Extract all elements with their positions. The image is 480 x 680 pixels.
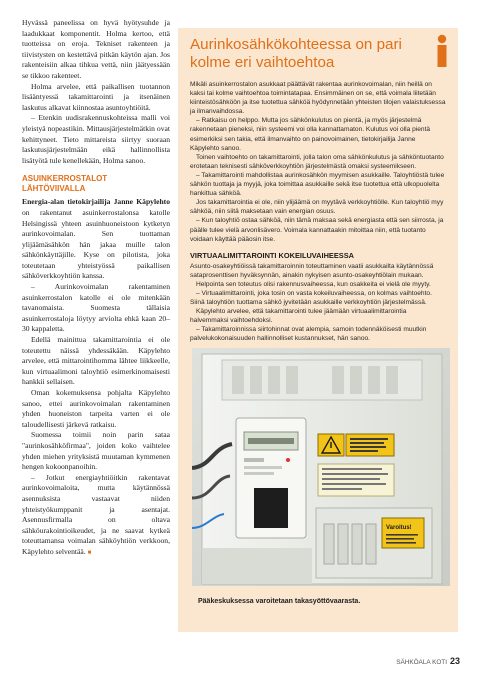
section-subheading: ASUINKERROSTALOT LÄHTÖVIIVALLA — [22, 174, 108, 194]
info-subheading: VIRTUAALIMITTAROINTI KOKEILUVAIHEESSA — [190, 250, 354, 260]
body-paragraph — [22, 473, 170, 559]
article-left-column — [22, 18, 170, 559]
info-paragraph: – Ratkaisu on helppo. Mutta jos sähkönkulutus on pientä, ja myös järjestelmä rakennetaan pieneksi, niin systeemi voi olla kannattamaton. Kulutus voi olla pientä esimerkiksi sen takia, että ilmanvaihto on painovoimainen, tietokirjailija Janne Käpylehto sanoo. — [190, 117, 431, 152]
body-paragraph: – Aurinkovoimalan rakentaminen asuinkerrostalon katolle ei ole mitenkään tavanomaista. Suomesta tällaisia asuinkerrostaloja löytyy arviolta ehkä kaan 20–30 kappaletta. — [22, 282, 170, 334]
body-paragraph: – Etenkin uudisrakennuskohteissa malli voi yleistyä nopeastikin. Mittausjärjestelmätkin ovat kehittyneet. Tieto mittareista siirtyy suoraan laskutusjärjestelmään eikä hallinnollista lisätyötä tule kenellekään, Holma sanoo. — [22, 113, 170, 165]
body-paragraph: Edellä mainittua takamittarointia ei ole toteutettu näissä yhdessäkään. Käpylehto arvelee, että mittarointihomma lähtee liikkeelle, kun virtuaalimoni taloyhtiö esimerkinomaisesti hankkii sellaisen. — [22, 335, 170, 387]
info-icon — [430, 34, 454, 68]
info-paragraph: Mikäli asuinkerrostalon asukkaat päättävät rakentaa aurinkovoimalan, niin heillä on kaksi tai kolme vaihtoehtoa toimintatapaa. Ensimmäinen on se, että voimala liitetään kiinteistösähköön ja itse tuotettua sähköä hyödynnetään yhteisten tilojen valaistuksessa ja ilmanvaihdossa. — [190, 81, 446, 116]
info-paragraph: Toinen vaihtoehto on takamittarointi, jolla talon oma sähkönkulutus ja sähköntuotanto erotetaan teknisesti sähköverkkoyhtiön järjestelmästä omaksi systeemikseen. — [190, 153, 444, 170]
info-paragraph: – Takamittaroinnissa siirtohinnat ovat alempia, samoin todennäköisesti muutkin palvelukokonaisuuden hallinnolliset kustannukset, hän sanoo. — [190, 326, 427, 343]
end-mark: ■ — [87, 549, 92, 556]
body-paragraph: Suomessa toimii noin parin sataa "aurinkosähköfirmaa", joiden koko vaihtelee yhden miehen yrityksistä muutaman kymmenen hengen kokoonpanoihin. — [22, 430, 170, 472]
body-paragraph: Oman kokemuksensa pohjalta Käpylehto sanoo, ettei aurinkovoimalan rakentaminen yhden huoneiston tarpeita varten ei ole taloudellisesti järkevä ratkaisu. — [22, 388, 170, 429]
info-box-body — [190, 80, 446, 344]
warning-label-text: Varoitus! — [386, 525, 412, 531]
lead-bold-text: Energia-alan tietokirjailija Janne Käpylehto — [22, 197, 170, 207]
info-paragraph: – Kun taloyhtiö ostaa sähköä, niin tämä maksaa sekä energiasta että sen siirrosta, ja päälle tulee vielä arvonlisävero. Voimala kannattaakin mitoittaa niin, että tuotanto voidaan käyttää pääosin itse. — [190, 217, 444, 243]
magazine-name: SÄHKÖALA KOTI — [396, 659, 447, 666]
body-text: – Jotkut energiayhtiöitkin rakentavat aurinkovoimaloita, mutta käytännössä asennuksista vastaavat niiden yhteistyökumppanit ja asentajat. Asennusfirmalla on oltava sähköurakointioikeudet, ja ne saavat kytkeä toteuttamansa voimalan sähköyhtiön verkkoon, Käpylehto selventää. — [22, 472, 170, 556]
page-footer — [380, 656, 460, 666]
info-paragraph: Käpylehto arvelee, että takamittarointi tulee jäämään virtuaalimittarointia halvemmaksi vaihtoehdoksi. — [190, 308, 407, 325]
info-paragraph: Asunto-osakeyhtiöissä takamittaroinnin toteuttaminen vaatii asukkailta käytännössä sataprosenttisen hyväksynnän, ainakin nykyisen asunto-osakeyhtiölain mukaan. — [190, 262, 434, 279]
info-paragraph: Jos takamittarointia ei ole, niin ylijäämä on myytävä verkkoyhtiölle. Kun taloyhtiö myy sähköä, niin siitä maksetaan vain energian osuus. — [190, 199, 444, 216]
body-paragraph: Holma arvelee, että paikallisen tuotannon lisääntyessä takamittarointi ja itsenäinen laskutus alkavat kiinnostaa asuntoyhtiöitä. — [22, 81, 170, 112]
info-box-title: Aurinkosähkökohteessa on pari kolme eri vaihtoehtoa — [190, 36, 402, 71]
info-paragraph: – Takamittarointi mahdollistaa aurinkosähkön myymisen asukkaille. Taloyhtiöstä tulee sähkön tuottaja ja myyjä, joka toimittaa asukkaille sekä itse tuotettua että ulkopuolelta hankittua sähköä. — [190, 171, 445, 198]
info-paragraph: – Virtuaalimittarointi, joka tosin on vasta kokeiluvaiheessa, on kolmas vaihtoehto. Siinä taloyhtiön tuottama sähkö jyvitetään asukkaille verkkoyhtiön järjestelmässä. — [190, 289, 432, 307]
photo-caption: Pääkeskuksessa varoitetaan takasyöttövaarasta. — [198, 598, 361, 605]
page-number: 23 — [449, 656, 460, 666]
electrical-cabinet-photo — [192, 348, 450, 586]
section-lead-paragraph — [22, 197, 170, 282]
body-paragraph: Hyvässä paneelissa on hyvä hyötysuhde ja laadukkaat komponentit. Holma kertoo, että tuotteissa on eroja. Tekniset rakenteen ja tiivistysten on kestettävä pitkän käytön ajan. Jos rakenteisiin alkaa tihkua vettä, niin jäätyessään se tikkoo rakenteet. — [22, 18, 170, 80]
info-paragraph: Helpointa sen toteutus olisi rakennusvaiheessa, kun osakkeita ei vielä ole myyty. — [196, 280, 431, 288]
lead-text: on rakentanut asuinkerrostalonsa katolle Helsingissä yhteen asuinhuoneistoon kytketyn aurinkovoimalan. Sen tuottaman ylijäämäsähkön hän jakaa muille talon sähkönkäyttäjille. Kyse on pilotista, joka toteutetaan yhteistyössä paikallisen sähköverkkoyhtiön kanssa. — [22, 207, 170, 281]
